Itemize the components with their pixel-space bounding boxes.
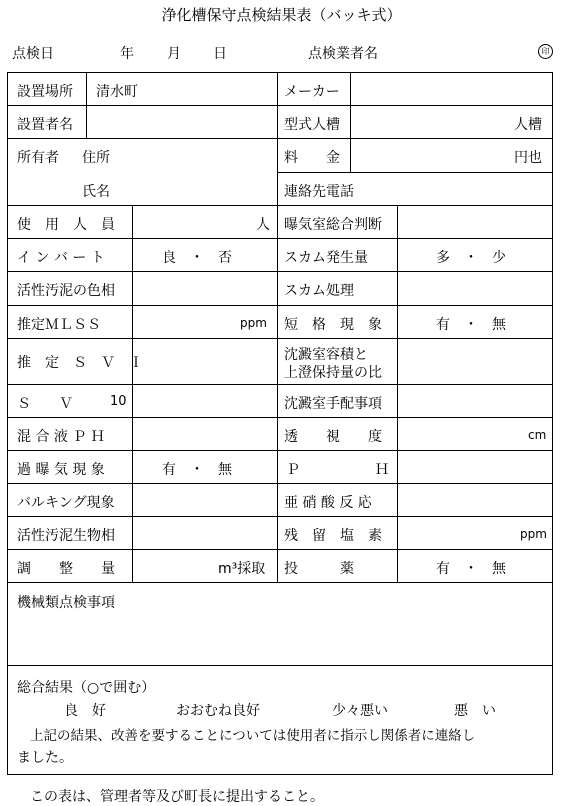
- summary-option-mostly-good: おおむね良好: [176, 703, 260, 719]
- row-divider: [7, 338, 553, 339]
- users-label: 使 用 人 員: [17, 217, 115, 233]
- sedimentation-ratio-label-2: 上澄保持量の比: [284, 365, 382, 381]
- sludge-color-label: 活性汚泥の色相: [17, 283, 115, 299]
- row-divider: [7, 665, 553, 666]
- name-label: 氏名: [82, 184, 110, 200]
- row-divider: [7, 582, 553, 583]
- month-label: 月: [167, 46, 181, 62]
- dosing-options: 有 ・ 無: [436, 561, 506, 577]
- col-divider: [132, 205, 133, 582]
- row-divider: [7, 516, 553, 517]
- summary-option-slightly-bad: 少々悪い: [332, 703, 388, 719]
- row-divider: [7, 417, 553, 418]
- row-divider: [7, 483, 553, 484]
- contact-label: 連絡先電話: [284, 184, 354, 200]
- sedimentation-ratio-label-1: 沈澱室容積と: [284, 347, 368, 363]
- day-label: 日: [213, 46, 227, 62]
- dosing-label: 投 薬: [284, 561, 354, 577]
- scum-options: 多 ・ 少: [436, 250, 506, 266]
- short-circuit-options: 有 ・ 無: [436, 317, 506, 333]
- footer-note: この表は、管理者等及び町長に提出すること。: [30, 789, 324, 805]
- sedimentation-notes-label: 沈澱室手配事項: [284, 396, 382, 412]
- nitrite-label: 亜 硝 酸 反 応: [284, 495, 372, 511]
- residual-chlorine-label: 残 留 塩 素: [284, 528, 382, 544]
- model-label: 型式人槽: [284, 117, 340, 133]
- maker-label: メーカー: [284, 84, 340, 100]
- sludge-organisms-label: 活性汚泥生物相: [17, 528, 115, 544]
- fee-unit: 円也: [514, 150, 542, 166]
- row-divider: [7, 450, 553, 451]
- location-value: 清水町: [96, 84, 138, 100]
- svi-label: 推 定 Ｓ Ｖ Ｉ: [17, 355, 143, 371]
- adjustment-unit: m³採取: [218, 561, 266, 577]
- installer-label: 設置者名: [17, 117, 73, 133]
- ph-label: 混 合 液 Ｐ Ｈ: [17, 429, 105, 445]
- row-divider: [7, 138, 553, 139]
- scum-label: スカム発生量: [284, 250, 368, 266]
- transparency-label: 透 視 度: [284, 429, 382, 445]
- model-unit: 人槽: [514, 117, 542, 133]
- p-label: Ｐ: [286, 462, 300, 478]
- row-divider: [7, 238, 553, 239]
- row-divider: [7, 305, 553, 306]
- col-divider: [86, 72, 87, 138]
- invert-options: 良 ・ 否: [162, 250, 232, 266]
- short-circuit-label: 短 格 現 象: [284, 317, 382, 333]
- residual-chlorine-unit: ppm: [520, 527, 547, 541]
- summary-text-line1: 上記の結果、改善を要することについては使用者に指示し関係者に連絡し: [30, 728, 476, 744]
- row-divider: [7, 549, 553, 550]
- scum-treatment-label: スカム処理: [284, 283, 354, 299]
- aeration-judgment-label: 曝気室総合判断: [284, 217, 382, 233]
- row-divider: [7, 105, 553, 106]
- mlss-unit: ppm: [240, 316, 267, 330]
- inspection-table: [7, 72, 553, 775]
- summary-option-good: 良 好: [64, 703, 106, 719]
- col-divider: [350, 72, 351, 172]
- summary-text-line2: ました。: [17, 750, 73, 766]
- address-label: 住所: [82, 150, 110, 166]
- row-divider: [7, 384, 553, 385]
- inspection-date-label: 点検日: [12, 46, 54, 62]
- over-aeration-label: 過 曝 気 現 象: [17, 462, 105, 478]
- location-label: 設置場所: [17, 84, 73, 100]
- owner-label: 所有者: [17, 150, 59, 166]
- form-title: 浄化槽保守点検結果表（バッキ式）: [161, 6, 402, 24]
- col-divider: [277, 72, 278, 582]
- bulking-label: バルキング現象: [17, 495, 115, 511]
- row-divider: [277, 172, 553, 173]
- sv-value: 10: [110, 394, 127, 409]
- summary-label: 総合結果（○で囲む）: [17, 680, 156, 696]
- mlss-label: 推定ＭＬＳＳ: [17, 317, 101, 333]
- col-divider: [397, 205, 398, 582]
- transparency-unit: cm: [528, 428, 547, 442]
- machinery-label: 機械類点検事項: [17, 595, 115, 611]
- fee-label: 料 金: [284, 150, 340, 166]
- invert-label: イ ン バ ー ト: [17, 250, 105, 266]
- h-label: Ｈ: [375, 462, 389, 478]
- row-divider: [7, 271, 553, 272]
- sv-label: Ｓ Ｖ: [17, 396, 73, 412]
- summary-option-bad: 悪 い: [454, 703, 496, 719]
- inspector-label: 点検業者名: [308, 46, 378, 62]
- year-label: 年: [120, 46, 134, 62]
- users-unit: 人: [256, 217, 270, 233]
- over-aeration-options: 有 ・ 無: [162, 462, 232, 478]
- adjustment-label: 調 整 量: [17, 561, 115, 577]
- row-divider: [7, 205, 553, 206]
- seal-mark: 印: [538, 44, 553, 59]
